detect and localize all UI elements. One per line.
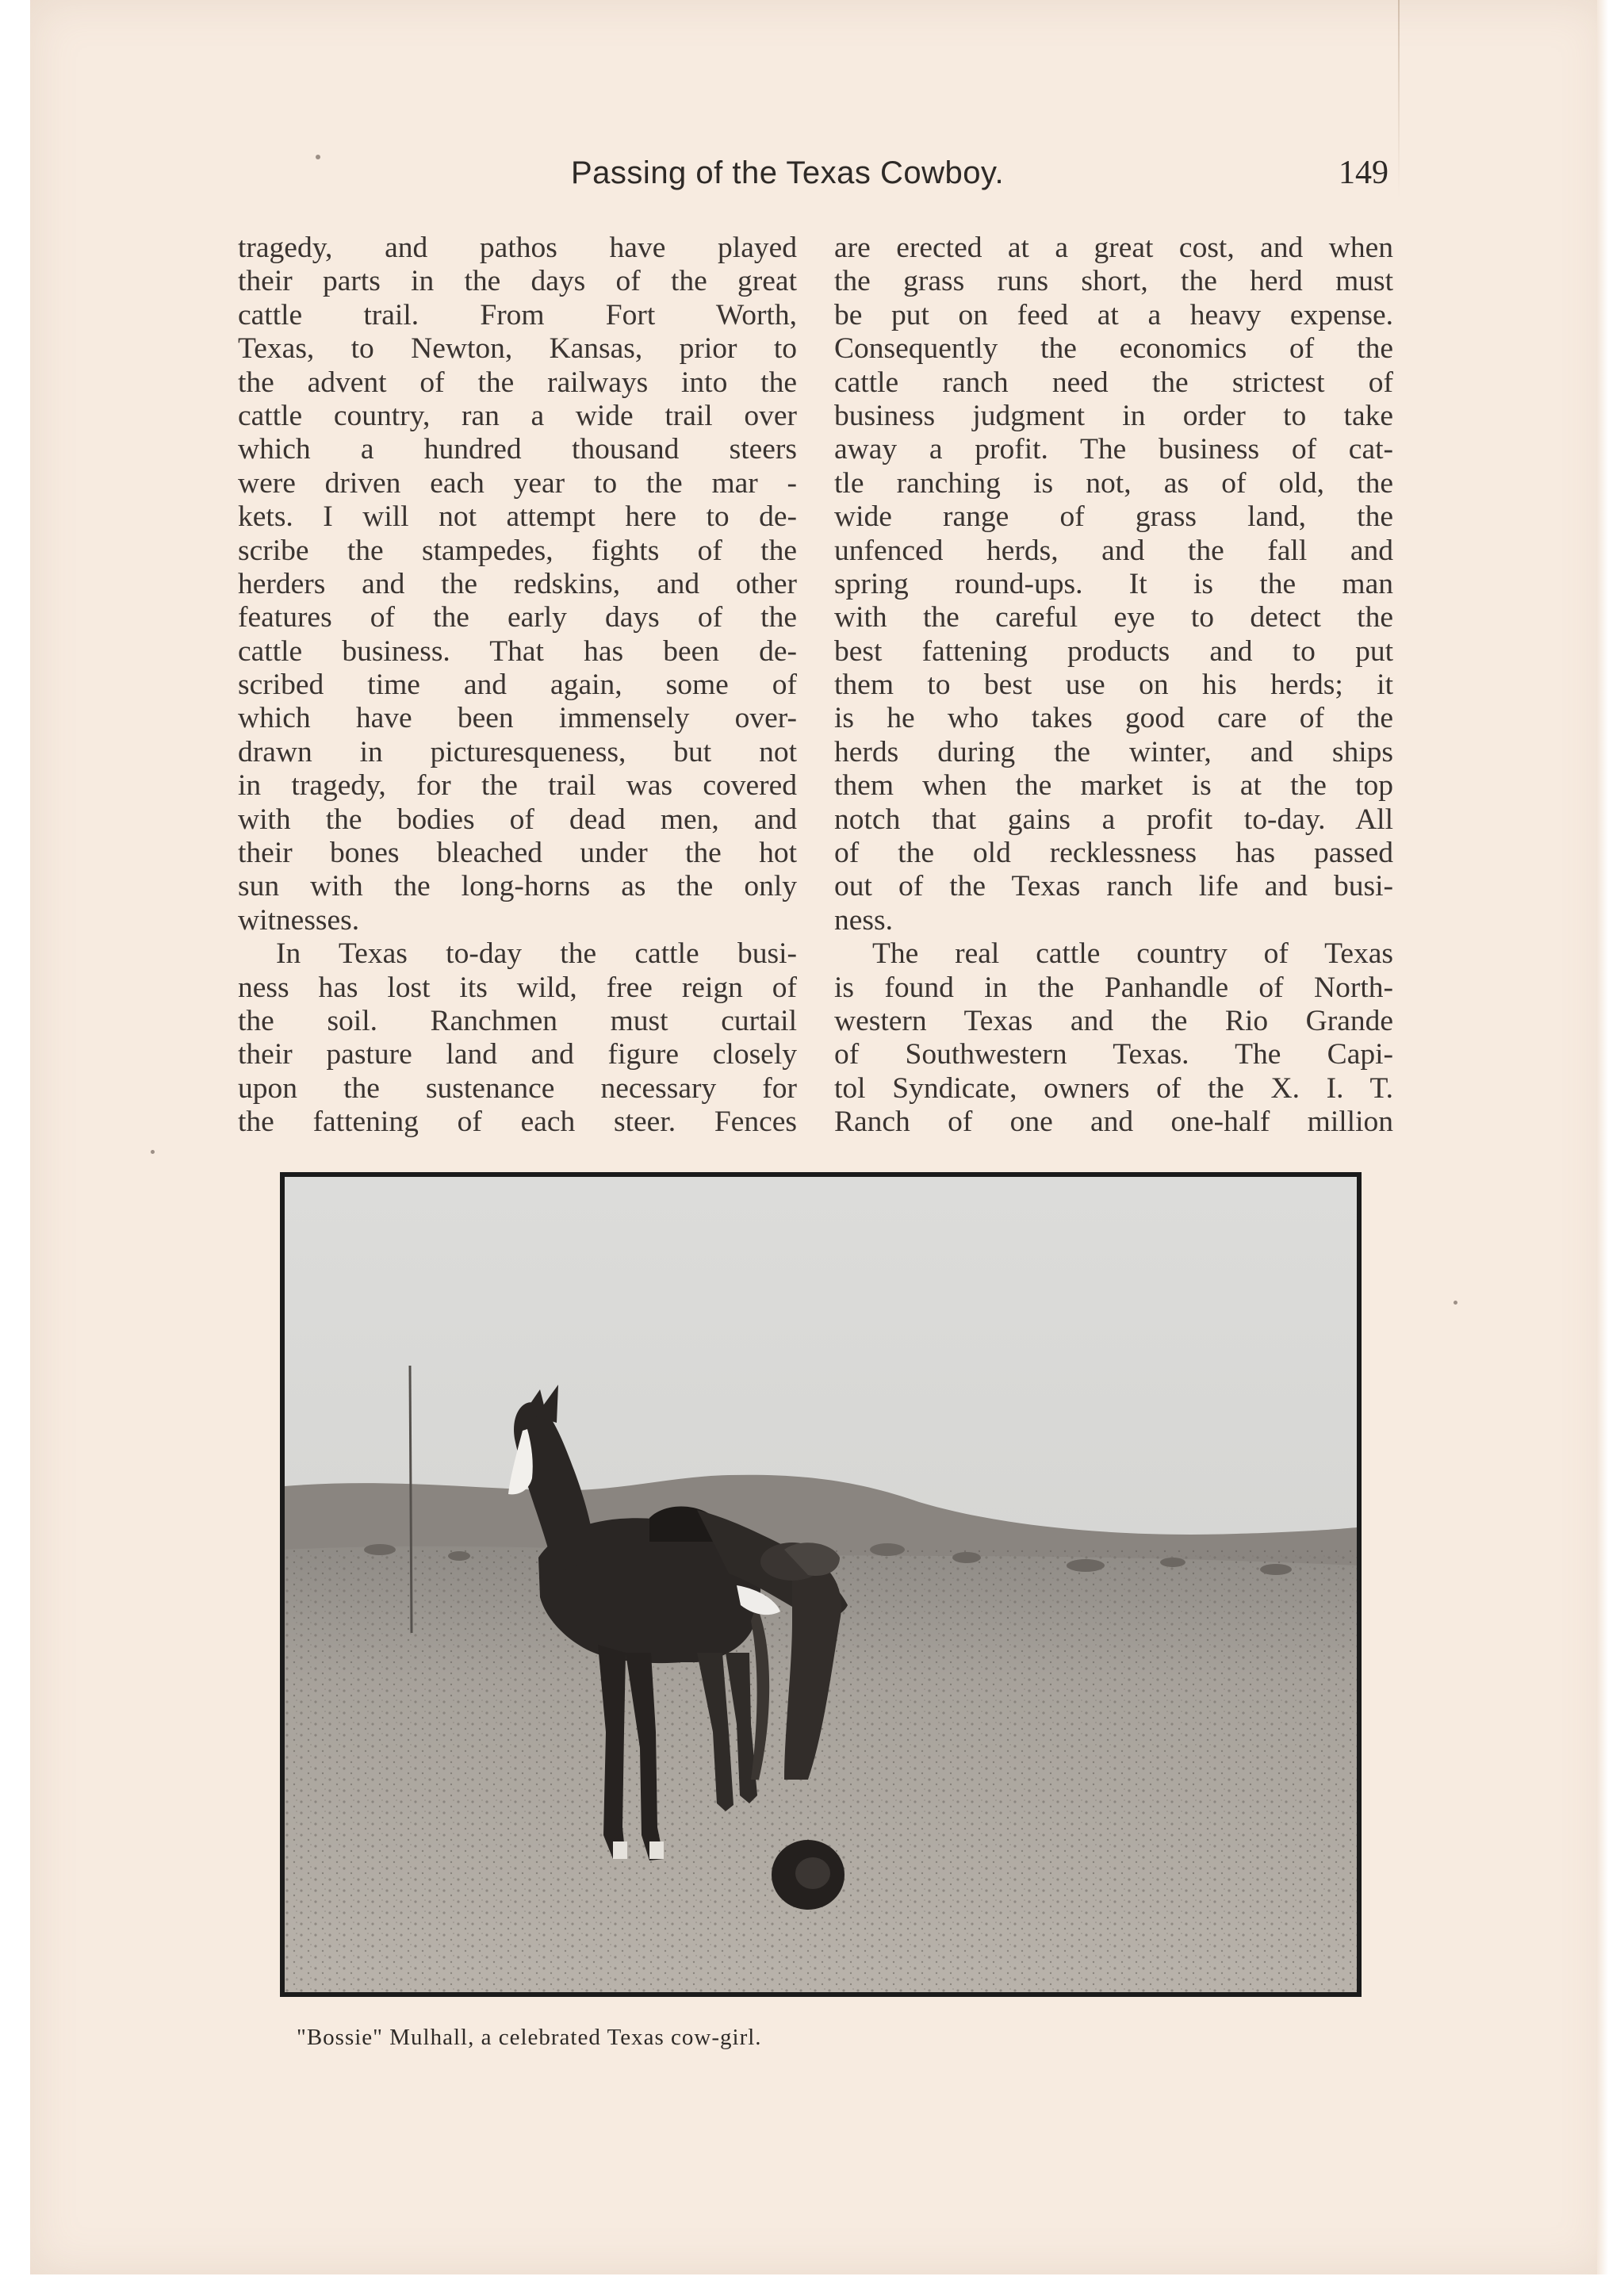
text-line: witnesses.: [238, 903, 360, 937]
text-line: the advent of the railways into the: [238, 366, 797, 399]
text-line: with the careful eye to detect the: [834, 601, 1393, 634]
text-line: the soil. Ranchmen must curtail: [238, 1004, 797, 1037]
photograph-frame: [280, 1172, 1362, 1997]
text-line: are erected at a great cost, and when: [834, 232, 1393, 264]
text-line: the fattening of each steer. Fences: [238, 1106, 797, 1139]
text-line: them to best use on his herds; it: [834, 669, 1393, 702]
text-line: The real cattle country of Texas: [872, 937, 1393, 971]
text-line: of Southwestern Texas. The Capi-: [834, 1038, 1393, 1071]
text-line: sun with the long-horns as the only: [238, 870, 797, 903]
page-number: 149: [1339, 155, 1388, 191]
text-line: business judgment in order to take: [834, 399, 1393, 432]
text-line: unfenced herds, and the fall and: [834, 534, 1393, 567]
text-line: with the bodies of dead men, and: [238, 803, 797, 836]
page-edge: [1597, 0, 1608, 2274]
text-line: upon the sustenance necessary for: [238, 1071, 797, 1105]
text-line: notch that gains a profit to-day. All: [834, 803, 1393, 836]
text-line: In Texas to-day the cattle busi-: [276, 937, 797, 971]
text-line: were driven each year to the mar -: [238, 466, 797, 500]
text-line: their bones bleached under the hot: [238, 837, 797, 870]
paper-speck: [316, 155, 320, 159]
right-text-column: [834, 232, 1393, 1140]
text-line: herds during the winter, and ships: [834, 735, 1393, 768]
text-line: herders and the redskins, and other: [238, 567, 797, 600]
text-line: the grass runs short, the herd must: [834, 265, 1393, 298]
text-line: which have been immensely over-: [238, 702, 797, 735]
text-line: out of the Texas ranch life and busi-: [834, 870, 1393, 903]
text-line: western Texas and the Rio Grande: [834, 1004, 1393, 1037]
paper-speck: [151, 1150, 155, 1154]
text-line: cattle trail. From Fort Worth,: [238, 298, 797, 331]
text-line: tragedy, and pathos have played: [238, 232, 797, 264]
text-line: tol Syndicate, owners of the X. I. T.: [834, 1071, 1393, 1105]
text-line: scribed time and again, some of: [238, 669, 797, 702]
photograph-horse-and-rider: [285, 1177, 1357, 1992]
text-line: wide range of grass land, the: [834, 500, 1393, 534]
text-line: features of the early days of the: [238, 601, 797, 634]
left-text-column: [238, 232, 797, 1140]
text-line: their parts in the days of the great: [238, 265, 797, 298]
text-line: cattle business. That has been de-: [238, 634, 797, 668]
running-title: Passing of the Texas Cowboy.: [571, 155, 1005, 190]
text-line: cattle ranch need the strictest of: [834, 366, 1393, 399]
text-line: drawn in picturesqueness, but not: [238, 735, 797, 768]
paper-speck: [1454, 1301, 1457, 1305]
text-line: which a hundred thousand steers: [238, 433, 797, 466]
text-line: Texas, to Newton, Kansas, prior to: [238, 332, 797, 366]
text-line: ness.: [834, 903, 893, 937]
paper-crease: [1398, 0, 1400, 198]
text-line: of the old recklessness has passed: [834, 837, 1393, 870]
text-line: scribe the stampedes, fights of the: [238, 534, 797, 567]
text-line: them when the market is at the top: [834, 769, 1393, 803]
text-line: kets. I will not attempt here to de-: [238, 500, 797, 534]
text-line: Consequently the economics of the: [834, 332, 1393, 366]
text-line: ness has lost its wild, free reign of: [238, 971, 797, 1004]
text-line: cattle country, ran a wide trail over: [238, 399, 797, 432]
text-line: spring round-ups. It is the man: [834, 567, 1393, 600]
text-line: is he who takes good care of the: [834, 702, 1393, 735]
text-line: Ranch of one and one-half million: [834, 1106, 1393, 1139]
figure-caption: "Bossie" Mulhall, a celebrated Texas cow-girl.: [297, 2025, 762, 2050]
text-line: is found in the Panhandle of North-: [834, 971, 1393, 1004]
text-line: away a profit. The business of cat-: [834, 433, 1393, 466]
text-line: in tragedy, for the trail was covered: [238, 769, 797, 803]
text-line: tle ranching is not, as of old, the: [834, 466, 1393, 500]
text-line: best fattening products and to put: [834, 634, 1393, 668]
text-line: be put on feed at a heavy expense.: [834, 298, 1393, 331]
text-line: their pasture land and figure closely: [238, 1038, 797, 1071]
